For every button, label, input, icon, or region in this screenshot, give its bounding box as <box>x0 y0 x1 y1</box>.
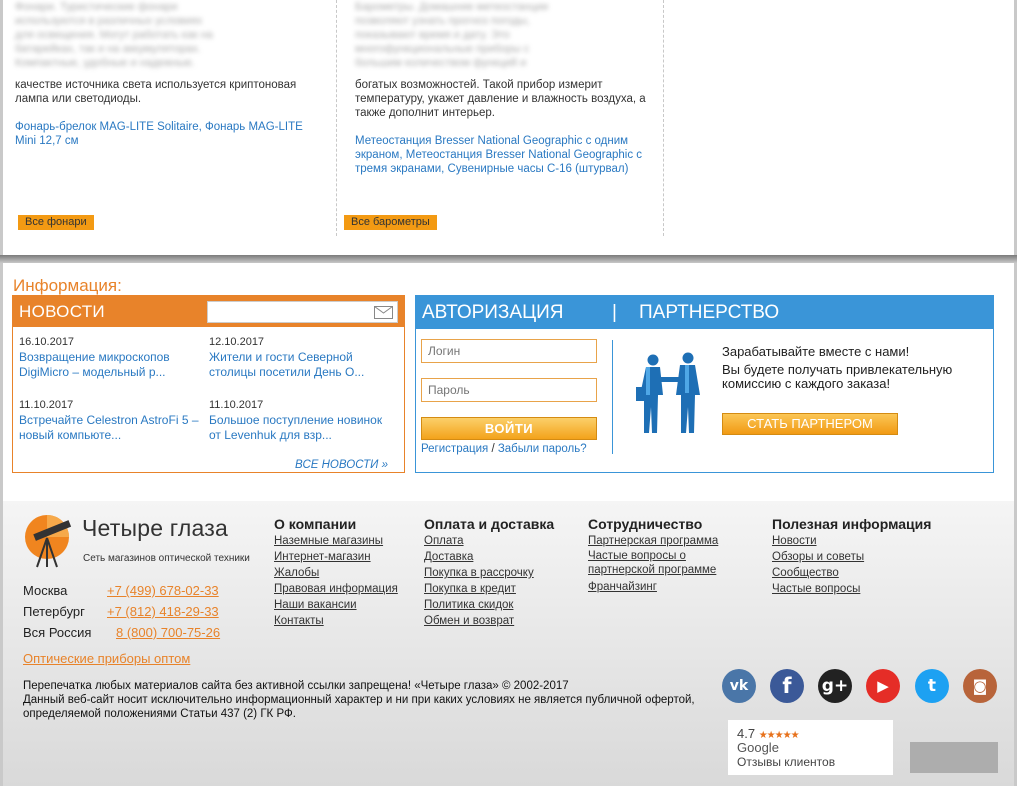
links-separator: / <box>491 443 495 455</box>
footer-link[interactable]: Партнерская программа <box>588 535 719 547</box>
forgot-password-link[interactable]: Забыли пароль? <box>497 443 587 455</box>
news-title: НОВОСТИ <box>19 302 105 321</box>
login-button[interactable]: ВОЙТИ <box>421 417 597 440</box>
register-link[interactable]: Регистрация <box>421 443 489 455</box>
counter-placeholder <box>910 742 998 773</box>
news-link[interactable]: Жители и гости Северной столицы посетили День О... <box>209 350 365 379</box>
news-date: 11.10.2017 <box>19 399 74 411</box>
footer-link[interactable]: Новости <box>772 535 817 547</box>
phone-spb: Петербург +7 (812) 418-29-33 <box>23 604 219 619</box>
logo-subtitle: Сеть магазинов оптической техники <box>83 553 250 564</box>
news-item[interactable] <box>19 399 202 443</box>
footer-link[interactable]: Политика скидок <box>424 599 514 611</box>
all-barometers-button[interactable]: Все барометры <box>344 215 437 230</box>
footer-link[interactable]: Обзоры и советы <box>772 551 865 563</box>
column-title: Полезная информация <box>772 516 932 532</box>
product-description: качестве источника света используется криптоновая лампа или светодиоды. <box>15 79 297 105</box>
footer-link[interactable]: Покупка в кредит <box>424 583 516 595</box>
become-partner-button[interactable]: СТАТЬ ПАРТНЕРОМ <box>722 413 898 435</box>
footer-link[interactable]: Доставка <box>424 551 474 563</box>
twitter-icon[interactable]: t <box>915 669 949 703</box>
footer-link[interactable]: Частые вопросы о партнерской программе <box>588 550 717 576</box>
news-header <box>13 296 404 327</box>
footer-link[interactable]: Франчайзинг <box>588 581 657 593</box>
news-panel <box>12 295 405 473</box>
footer-link[interactable]: Покупка в рассрочку <box>424 567 534 579</box>
news-subscribe-input[interactable] <box>207 301 398 323</box>
tab-authorization[interactable]: АВТОРИЗАЦИЯ <box>422 302 564 323</box>
footer-link[interactable]: Наши вакансии <box>274 599 357 611</box>
news-date: 16.10.2017 <box>19 336 75 348</box>
vertical-divider <box>612 340 613 454</box>
footer <box>0 501 1017 786</box>
footer-link[interactable]: Сообщество <box>772 567 839 579</box>
youtube-icon[interactable]: ▶ <box>866 669 900 703</box>
auth-links <box>421 443 587 455</box>
footer-link[interactable]: Жалобы <box>274 567 320 579</box>
footer-link[interactable]: Оплата <box>424 535 464 547</box>
footer-link[interactable]: Интернет-магазин <box>274 551 371 563</box>
footer-link[interactable]: Правовая информация <box>274 583 398 595</box>
news-link[interactable]: Встречайте Celestron AstroFi 5 – новый компьюте... <box>19 413 199 442</box>
blurred-description: Барометры. Домашние метеостанции позволяют узнать прогноз погоды, показывают время и дату. Это многофункциональные приборы с большим количеством функций и <box>355 1 549 69</box>
footer-column-company <box>274 516 398 629</box>
login-input[interactable] <box>421 339 597 363</box>
product-column-flashlights <box>3 0 321 236</box>
handshake-icon <box>636 351 704 435</box>
footer-column-payment <box>424 516 554 629</box>
product-links[interactable]: Фонарь-брелок MAG-LITE Solitaire, Фонарь MAG-LITE Mini 12,7 см <box>15 121 303 147</box>
news-link[interactable]: Возвращение микроскопов DigiMicro – модельный р... <box>19 350 170 379</box>
footer-column-useful <box>772 516 931 597</box>
auth-header <box>416 296 993 329</box>
phone-russia: Вся Россия 8 (800) 700-75-26 <box>23 625 221 640</box>
footer-link[interactable]: Частые вопросы <box>772 583 861 595</box>
phone-number[interactable]: 8 (800) 700-75-26 <box>116 625 221 640</box>
news-date: 11.10.2017 <box>209 399 264 411</box>
news-item[interactable] <box>209 336 392 380</box>
auth-partner-panel <box>415 295 994 473</box>
news-item[interactable] <box>19 336 202 380</box>
column-title: Оплата и доставка <box>424 516 555 532</box>
wholesale-link[interactable]: Оптические приборы оптом <box>23 651 191 666</box>
product-description: богатых возможностей. Такой прибор измерит температуру, укажет давление и влажность воздуха, а также дополнит интерьер. <box>355 79 646 119</box>
news-item[interactable] <box>209 399 392 443</box>
news-link[interactable]: Большое поступление новинок от Levenhuk для взр... <box>209 413 383 442</box>
partner-text: Зарабатывайте вместе с нами! Вы будете получать привлекательную комиссию с каждого заказа! <box>722 344 953 391</box>
instagram-icon[interactable]: ◙ <box>963 669 997 703</box>
logo-name[interactable]: Четыре глаза <box>82 515 228 541</box>
news-date: 12.10.2017 <box>209 336 265 348</box>
google-logo: Google <box>737 740 779 755</box>
mail-icon[interactable] <box>374 306 393 319</box>
footer-link[interactable]: Наземные магазины <box>274 535 384 547</box>
products-section <box>0 0 1017 258</box>
footer-link[interactable]: Контакты <box>274 615 324 627</box>
facebook-icon[interactable]: f <box>770 669 804 703</box>
column-title: Сотрудничество <box>588 516 703 532</box>
telescope-logo-icon[interactable] <box>23 512 77 568</box>
google-reviews-label: Отзывы клиентов <box>737 755 836 769</box>
tab-partnership[interactable]: ПАРТНЕРСТВО <box>639 302 780 323</box>
product-links[interactable]: Метеостанция Bresser National Geographic с одним экраном, Метеостанция Bresser National Geographic с тремя экранами, Сувенирные часы С-16 (штурвал) <box>355 135 643 175</box>
google-plus-icon[interactable]: g+ <box>818 669 852 703</box>
stars-icon: ★★★★★ <box>758 730 799 741</box>
google-rating: 4.7 ★★★★★ <box>737 726 799 741</box>
footer-link[interactable]: Обмен и возврат <box>424 615 515 627</box>
all-news-link[interactable]: ВСЕ НОВОСТИ » <box>295 459 388 471</box>
column-title: О компании <box>274 516 357 532</box>
google-reviews-badge[interactable] <box>728 720 893 775</box>
tab-separator: | <box>612 302 617 323</box>
section-separator <box>0 255 1017 263</box>
all-flashlights-button[interactable]: Все фонари <box>18 215 94 230</box>
info-section <box>0 263 1017 501</box>
phone-number[interactable]: +7 (812) 418-29-33 <box>107 604 219 619</box>
product-column-barometers <box>336 0 664 236</box>
info-title: Информация: <box>13 276 122 295</box>
footer-column-cooperation <box>588 516 738 595</box>
blurred-description: Фонари. Туристические фонари используются в различных условиях для освещения. Могут работать как на батарейках, так и на аккумуляторах. Компактные, удобные и надежные. <box>15 1 213 69</box>
vk-icon[interactable]: vk <box>722 669 756 703</box>
phone-moscow: Москва +7 (499) 678-02-33 <box>23 583 219 598</box>
copyright-text: Перепечатка любых материалов сайта без активной ссылки запрещена! «Четыре глаза» © 2002-2017 Данный веб-сайт носит исключительно информационный характер и ни при каких условиях не является публичной офертой, определяемой положениями Статьи 437 (2) ГК РФ. <box>23 680 695 720</box>
password-input[interactable] <box>421 378 597 402</box>
phone-number[interactable]: +7 (499) 678-02-33 <box>107 583 219 598</box>
